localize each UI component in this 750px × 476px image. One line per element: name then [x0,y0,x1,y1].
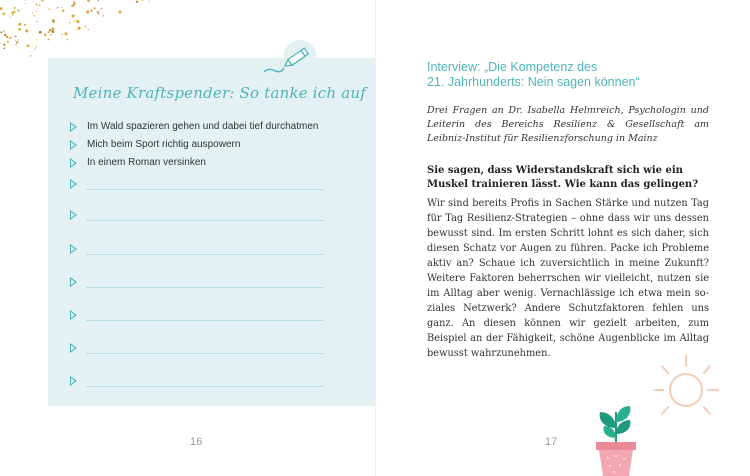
confetti-dot [48,38,50,40]
page-number-left: 16 [190,436,203,448]
interview-answer: Wir sind bereits Profis in Sachen Stärke und nutzen Tag für Tag Resilienz-Strategien – ohne dass wir uns dessen bewusst sind. Im ersten Schritt lohnt es sich daher, sich diesen Schatz vor Augen zu führen. Packe ich Probleme aktiv an? Schaue ich zuversichtlich in meine Zukunft? Weitere Faktoren beherrschen wir vielleicht, nutzen sie im Alltag aber wenig. Vernachlässige ich etwa mein soziales Netzwerk? Andere Schutzfaktoren fehlen uns ganz. An diesen können wir gezielt arbeiten, zum Beispiel an der Fähigkeit, schöne Augenblicke im Alltag bewusst wahrzunehmen. [427,198,709,359]
confetti-dot [34,49,35,50]
confetti-dot [101,8,102,9]
arrow-bullet-icon [70,310,77,320]
confetti-dot [9,37,11,39]
confetti-dot [94,7,96,9]
confetti-dot [50,34,52,36]
confetti-dot [51,27,54,30]
confetti-dot [78,27,81,30]
page-number-right: 17 [545,436,558,448]
confetti-dot [76,29,77,30]
arrow-bullet-icon [70,244,77,254]
blank-entry-line[interactable] [70,310,330,340]
list-item [70,154,330,172]
confetti-dot [85,26,86,27]
confetti-dot [36,4,38,6]
confetti-dot [61,7,62,8]
confetti-dot [24,0,25,1]
confetti-dot [39,31,42,34]
confetti-dot [13,11,16,14]
confetti-dot [102,15,103,16]
blank-entry-line[interactable] [70,244,330,274]
confetti-dot [6,36,8,38]
arrow-bullet-icon [70,122,77,132]
confetti-dot [18,10,20,12]
blank-entry-line[interactable] [70,277,330,307]
confetti-dot [0,7,2,10]
confetti-dot [98,0,99,1]
confetti-dot [74,21,75,22]
dotted-line [87,320,323,321]
confetti-dot [48,31,50,33]
confetti-dot [149,1,150,3]
arrow-bullet-icon [70,158,77,168]
confetti-dot [25,3,26,4]
dotted-line [87,254,323,255]
dotted-line [87,220,323,221]
confetti-dot [15,44,17,46]
confetti-dot [86,10,89,13]
pencil-icon [262,38,322,80]
confetti-dot [52,19,55,22]
panel-title: Meine Kraftspender: So tanke ich auf [73,84,366,102]
blank-entry-line[interactable] [70,179,330,209]
dotted-line [87,287,323,288]
confetti-dot [67,39,69,41]
confetti-dot [36,46,37,47]
confetti-dot [24,24,26,26]
confetti-dot [30,55,32,57]
confetti-dot [87,0,90,2]
confetti-dot [98,13,99,14]
confetti-dot [15,40,16,41]
confetti-dot [18,23,21,26]
confetti-dot [36,10,37,11]
confetti-dot [142,0,144,1]
confetti-dot [57,7,59,9]
list-item [70,118,330,136]
confetti-dot [32,13,33,14]
confetti-dot [27,45,30,48]
list-item-text: Im Wald spazieren gehen und dabei tief durchatmen [87,121,319,132]
confetti-dot [39,4,41,6]
arrow-bullet-icon [70,277,77,287]
arrow-bullet-icon [70,210,77,220]
arrow-bullet-icon [70,140,77,150]
confetti-dot [36,21,38,23]
confetti-dot [62,10,64,12]
confetti-dot [136,1,138,3]
confetti-dot [119,11,122,14]
arrow-bullet-icon [70,343,77,353]
confetti-dot [44,34,47,37]
interview-title [427,60,717,90]
confetti-dot [91,10,93,12]
confetti-dot [0,31,2,33]
confetti-dot [73,1,76,4]
list-item-text: In einem Roman versinken [87,157,206,168]
confetti-dot [64,32,67,35]
confetti-dot [97,11,99,13]
confetti-dot [49,29,51,31]
blank-entry-line[interactable] [70,210,330,240]
confetti-dot [72,14,75,17]
interview-title-line1: Interview: „Die Kompetenz des [427,60,598,74]
dotted-line [87,353,323,354]
confetti-dot [2,13,5,16]
confetti-dot [88,29,89,30]
dotted-line [87,189,323,190]
confetti-dot [3,44,5,46]
confetti-dot [16,41,18,43]
confetti-dot [61,34,62,35]
confetti-dot [76,20,79,23]
blank-entry-line[interactable] [70,343,330,373]
interview-intro: Drei Fragen an Dr. Isabella Helmreich, Psychologin und Leiterin des Bereichs Resilienz & Gesellschaft am Leibniz-Institut für Resilienzforschung in Mainz [427,105,709,144]
arrow-bullet-icon [70,376,77,386]
confetti-dot [0,43,1,44]
arrow-bullet-icon [70,179,77,189]
confetti-dot [14,7,16,9]
confetti-dot [3,47,5,49]
list-item [70,136,330,154]
confetti-dot [7,41,9,43]
confetti-dot [17,39,18,40]
confetti-dot [69,22,71,24]
confetti-dot [71,5,73,7]
confetti-dot [4,34,6,36]
kraftspender-list [70,118,330,172]
blank-entry-line[interactable] [70,376,330,406]
interview-title-line2: 21. Jahrhunderts: Nein sagen können“ [427,75,640,89]
list-item-text: Mich beim Sport richtig auspowern [87,139,241,150]
potted-plant-icon [590,398,642,476]
confetti-dot [51,30,54,33]
confetti-dot [36,39,37,40]
interview-question: Sie sagen, dass Widerstandskraft sich wie ein Muskel trainieren lässt. Wie kann das gelingen? [427,165,699,190]
confetti-dot [15,35,17,37]
confetti-dot [3,30,5,32]
confetti-dot [41,0,44,1]
sun-icon [650,352,720,422]
confetti-dot [18,28,21,31]
confetti-dot [12,14,14,16]
confetti-dot [48,8,50,10]
confetti-dot [34,15,36,17]
confetti-dot [53,22,54,23]
confetti-dot [10,16,11,17]
confetti-dot [25,30,28,33]
dotted-line [87,386,323,387]
